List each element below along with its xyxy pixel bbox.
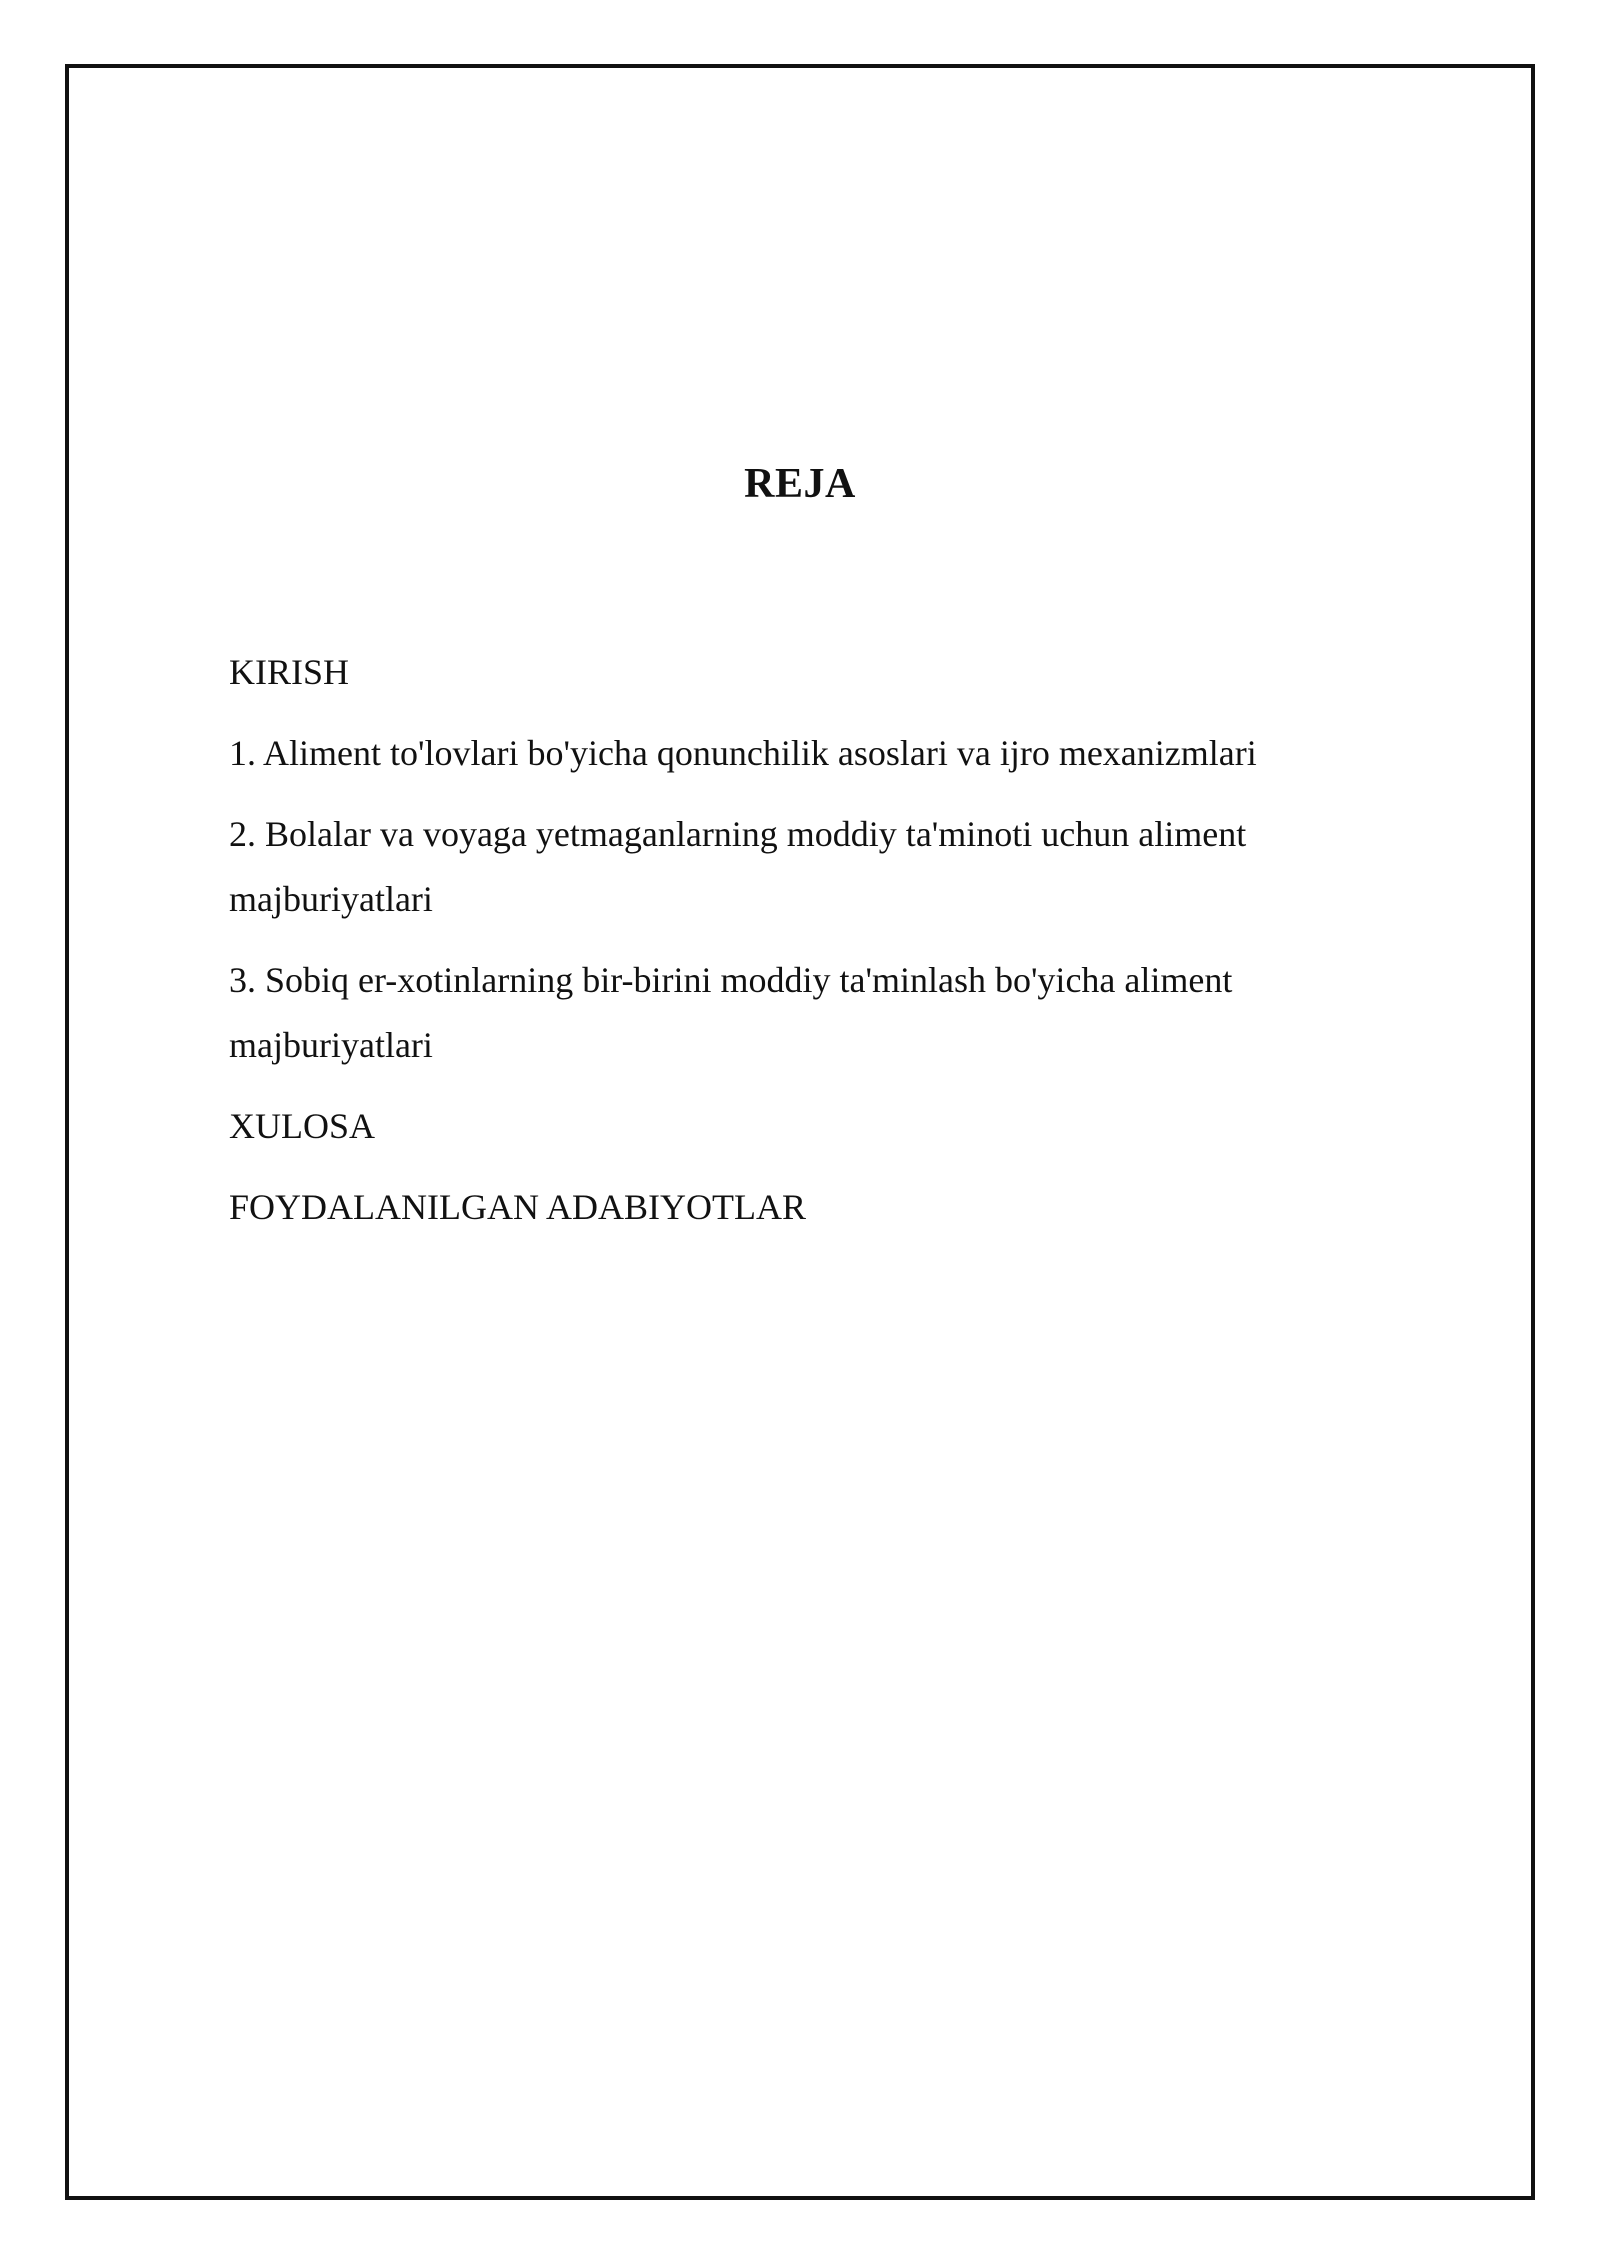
- table-of-contents: [229, 640, 1359, 1256]
- page-title: REJA: [744, 461, 856, 507]
- toc-item-conclusion: XULOSA: [229, 1106, 376, 1146]
- toc-item-references: FOYDALANILGAN ADABIYOTLAR: [229, 1187, 806, 1227]
- toc-item-chapter-2: 2. Bolalar va voyaga yetmaganlarning moddiy ta'minoti uchun aliment majburiyatlari: [229, 814, 1247, 919]
- toc-item-chapter-1: 1. Aliment to'lovlari bo'yicha qonunchilik asoslari va ijro mexanizmlari: [229, 733, 1257, 773]
- toc-item-chapter-3: 3. Sobiq er-xotinlarning bir-birini moddiy ta'minlash bo'yicha aliment majburiyatlari: [229, 960, 1233, 1065]
- toc-item-introduction: KIRISH: [229, 652, 350, 692]
